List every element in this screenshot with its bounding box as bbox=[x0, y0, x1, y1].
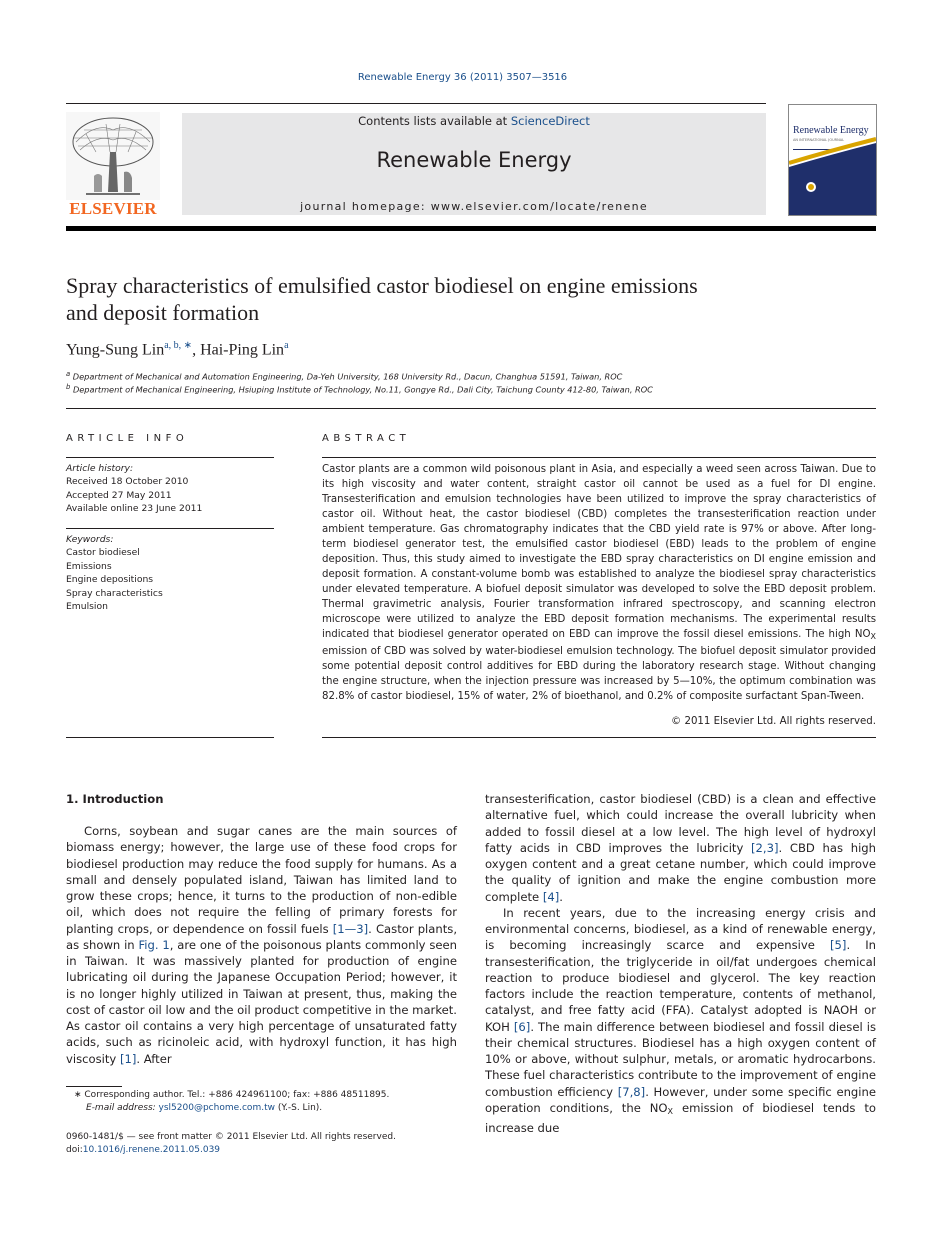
affiliation-a-text: Department of Mechanical and Automation Engineering, Da-Yeh University, 168 University Rd., Dacun, Changhua 51591, Taiwan, ROC bbox=[72, 371, 623, 382]
citation-link[interactable]: [7,8] bbox=[617, 1084, 646, 1099]
received-date: Received 18 October 2010 bbox=[66, 476, 189, 488]
cover-subtitle: AN INTERNATIONAL JOURNAL bbox=[793, 138, 845, 142]
header-thick-rule bbox=[66, 226, 876, 231]
left-column bbox=[66, 823, 457, 1067]
corresponding-author-note: ∗ Corresponding author. Tel.: +886 424961100; fax: +886 48511895. bbox=[74, 1090, 390, 1100]
abstract-text bbox=[322, 462, 876, 704]
author-2-affiliations[interactable]: a bbox=[284, 340, 289, 351]
keyword-item: Emissions bbox=[66, 560, 112, 572]
accepted-date: Accepted 27 May 2011 bbox=[66, 489, 172, 501]
keyword-item: Engine depositions bbox=[66, 574, 154, 586]
right-text: . CBD has high oxygen content and a great cetane number, which could improve the quality of ignition and make the engine combustion more complete bbox=[485, 840, 876, 904]
doi-label: doi: bbox=[66, 1145, 83, 1155]
author-1-affiliations[interactable]: a, b, ∗ bbox=[164, 340, 193, 351]
citation-link[interactable]: [2,3] bbox=[751, 840, 779, 855]
abstract-part-1: Castor plants are a common wild poisonous plant in Asia, and especially a weed seen across Taiwan. Due to its high viscosity and water content, straight castor oil cannot be used as a fuel for DI engine. Transesterification and emulsion technologies have been utilized to improve the spray characteristics of castor oil. Without heat, the castor biodiesel (CBD) completes the transesterification reaction under ambient temperature. Gas chromatography indicates that the CBD yield rate is 97% or above. After long-term biodiesel generator test, the emulsified castor biodiesel (EBD) leads to the problem of engine deposition. Thus, this study aimed to investigate the EBD spray characteristics on DI engine emission and deposit formation. A constant-volume bomb was established to analyze the biodiesel spray characteristics under elevated temperature. A biofuel deposit simulator was developed to solve the EBD deposit problem. Thermal gravimetric analysis, Fourier transformation infrared spectroscopy, and scanning electron microscope were utilized to analyze the EBD deposit formation mechanisms. The experimental results indicated that biodiesel generator operated on EBD can improve the fossil diesel emissions. The high NO bbox=[322, 464, 876, 640]
abstract-rule bbox=[322, 457, 876, 458]
keywords-rule bbox=[66, 528, 274, 529]
issn-line: 0960-1481/$ — see front matter © 2011 Elsevier Ltd. All rights reserved. bbox=[66, 1132, 396, 1142]
author-list bbox=[66, 340, 289, 359]
nox-subscript: X bbox=[667, 1106, 674, 1116]
right-text: . In transesterification, the triglyceride in oil/fat undergoes chemical reaction to produce biodiesel and glycerol. The key reaction factors include the reaction temperature, contents of methanol, catalyst, and free fatty acid (FFA). Catalyst adopted is NAOH or KOH bbox=[485, 938, 876, 1034]
affiliation-b bbox=[66, 383, 653, 395]
left-text: , are one of the poisonous plants commonly seen in Taiwan. It was massively planted for production of engine lubricating oil during the Japanese Occupation Period; however, it is no longer highly utilized in Taiwan at present, thus, making the cost of castor oil low and the oil product competitive in the market. As castor oil contains a very high percentage of unsaturated fatty acids, such as ricinoleic acid, with hydroxyl function, it has high viscosity bbox=[66, 937, 458, 1066]
right-text: . However, under some specific engine operation conditions, the NO bbox=[485, 1084, 876, 1115]
author-2: Hai-Ping Lin bbox=[200, 341, 285, 359]
right-column bbox=[485, 791, 876, 1136]
keywords-block bbox=[66, 533, 274, 613]
journal-cover-thumbnail bbox=[788, 104, 877, 216]
author-separator: , bbox=[192, 341, 201, 359]
citation-link[interactable]: [4] bbox=[542, 889, 560, 904]
header-rule bbox=[66, 103, 766, 104]
abstract-bottom-rule bbox=[322, 737, 876, 738]
contents-line bbox=[182, 114, 766, 128]
doi-link[interactable]: 10.1016/j.renene.2011.05.039 bbox=[82, 1145, 221, 1155]
article-info-rule bbox=[66, 457, 274, 458]
article-history bbox=[66, 462, 274, 516]
author-1: Yung-Sung Lin bbox=[66, 341, 165, 359]
history-label: Article history: bbox=[66, 463, 134, 474]
contents-prefix: Contents lists available at bbox=[358, 114, 511, 128]
left-text: . After bbox=[136, 1051, 172, 1066]
online-date: Available online 23 June 2011 bbox=[66, 503, 203, 515]
doi-line bbox=[66, 1145, 220, 1155]
elsevier-wordmark: ELSEVIER bbox=[69, 199, 157, 218]
footnote-rule bbox=[66, 1086, 122, 1087]
article-info-heading: ARTICLE INFO bbox=[66, 433, 189, 444]
keywords-label: Keywords: bbox=[66, 534, 114, 545]
citation-link[interactable]: [1] bbox=[119, 1051, 137, 1066]
abstract-copyright: © 2011 Elsevier Ltd. All rights reserved. bbox=[671, 716, 876, 727]
journal-homepage[interactable]: journal homepage: www.elsevier.com/locate/renene bbox=[300, 200, 648, 213]
email-label: E-mail address: bbox=[86, 1103, 159, 1113]
cover-graphic bbox=[789, 105, 876, 215]
left-text: . Castor plants, as shown in bbox=[66, 921, 458, 952]
right-text: . bbox=[559, 889, 563, 904]
right-text: . The main difference between biodiesel and fossil diesel is their chemical structures. Biodiesel has a high oxygen content of 10% or above, without sulphur, metals, or aromatic hydrocarbons. These fuel characteristics contribute to the improvement of engine combustion efficiency bbox=[485, 1019, 876, 1099]
right-paragraph-1 bbox=[485, 791, 876, 905]
journal-reference[interactable]: Renewable Energy 36 (2011) 3507—3516 bbox=[357, 72, 568, 83]
citation-link[interactable]: [6] bbox=[513, 1019, 531, 1034]
email-note bbox=[86, 1103, 322, 1113]
affiliation-b-label: b bbox=[66, 383, 71, 391]
right-paragraph-2 bbox=[485, 905, 876, 1137]
affiliation-b-text: Department of Mechanical Engineering, Hsiuping Institute of Technology, No.11, Gongye Rd., Dali City, Taichung County 412-80, Taiwan, ROC bbox=[72, 384, 653, 395]
title-line-2: and deposit formation bbox=[66, 300, 260, 325]
right-text: transesterification, castor biodiesel (CBD) is a clean and effective alternative fuel, which could increase the overall lubricity when added to fossil diesel at a low level. The high level of hydroxyl fatty acids in CBD improves the lubricity bbox=[485, 792, 876, 855]
affiliation-a-label: a bbox=[66, 370, 71, 378]
citation-link[interactable]: [1—3] bbox=[332, 921, 369, 936]
figure-1-link[interactable]: Fig. 1 bbox=[138, 937, 170, 952]
right-text: emission of biodiesel tends to increase due bbox=[485, 1100, 876, 1135]
keyword-item: Emulsion bbox=[66, 601, 108, 613]
affiliation-rule bbox=[66, 408, 876, 409]
abstract-part-2: emission of CBD was solved by water-biodiesel emulsion technology. The biofuel deposit simulator provided some potential deposit control additives for EBD during the laboratory research stage. Without changing the engine structure, when the injection pressure was increased by 5—10%, the optimum combination was 82.8% of castor biodiesel, 15% of water, 2% of bioethanol, and 0.2% of composite surfactant Span-Tween. bbox=[322, 646, 876, 702]
email-link[interactable]: ysl5200@pchome.com.tw bbox=[158, 1103, 275, 1113]
affiliation-a bbox=[66, 370, 622, 382]
article-info-bottom-rule bbox=[66, 737, 274, 738]
section-1-heading: 1. Introduction bbox=[66, 792, 164, 806]
left-paragraph-1 bbox=[66, 823, 457, 1067]
cover-title: Renewable Energy bbox=[793, 125, 869, 136]
article-title bbox=[66, 272, 826, 326]
email-suffix: (Y.-S. Lin). bbox=[274, 1103, 323, 1113]
abstract-heading: ABSTRACT bbox=[322, 433, 411, 444]
journal-title: Renewable Energy bbox=[376, 148, 572, 172]
keyword-item: Castor biodiesel bbox=[66, 547, 140, 559]
citation-link[interactable]: [5] bbox=[830, 938, 847, 953]
sciencedirect-link[interactable]: ScienceDirect bbox=[510, 114, 590, 128]
keyword-item: Spray characteristics bbox=[66, 587, 163, 599]
title-line-1: Spray characteristics of emulsified castor biodiesel on engine emissions bbox=[66, 273, 698, 298]
left-text: Corns, soybean and sugar canes are the main sources of biomass energy; however, the large use of these food crops for biodiesel production may reduce the food supply for humans. As a small and densely populated island, Taiwan has limited land to grow these crops; hence, it turns to the production of non-edible oil, which does not require the felling of primary forests for planting crops, or dependence on fossil fuels bbox=[66, 824, 457, 936]
right-text: In recent years, due to the increasing energy crisis and environmental concerns, biodiesel, as a kind of renewable energy, is becoming increasingly scarce and expensive bbox=[485, 905, 876, 953]
abstract-nox-subscript: X bbox=[870, 632, 876, 641]
